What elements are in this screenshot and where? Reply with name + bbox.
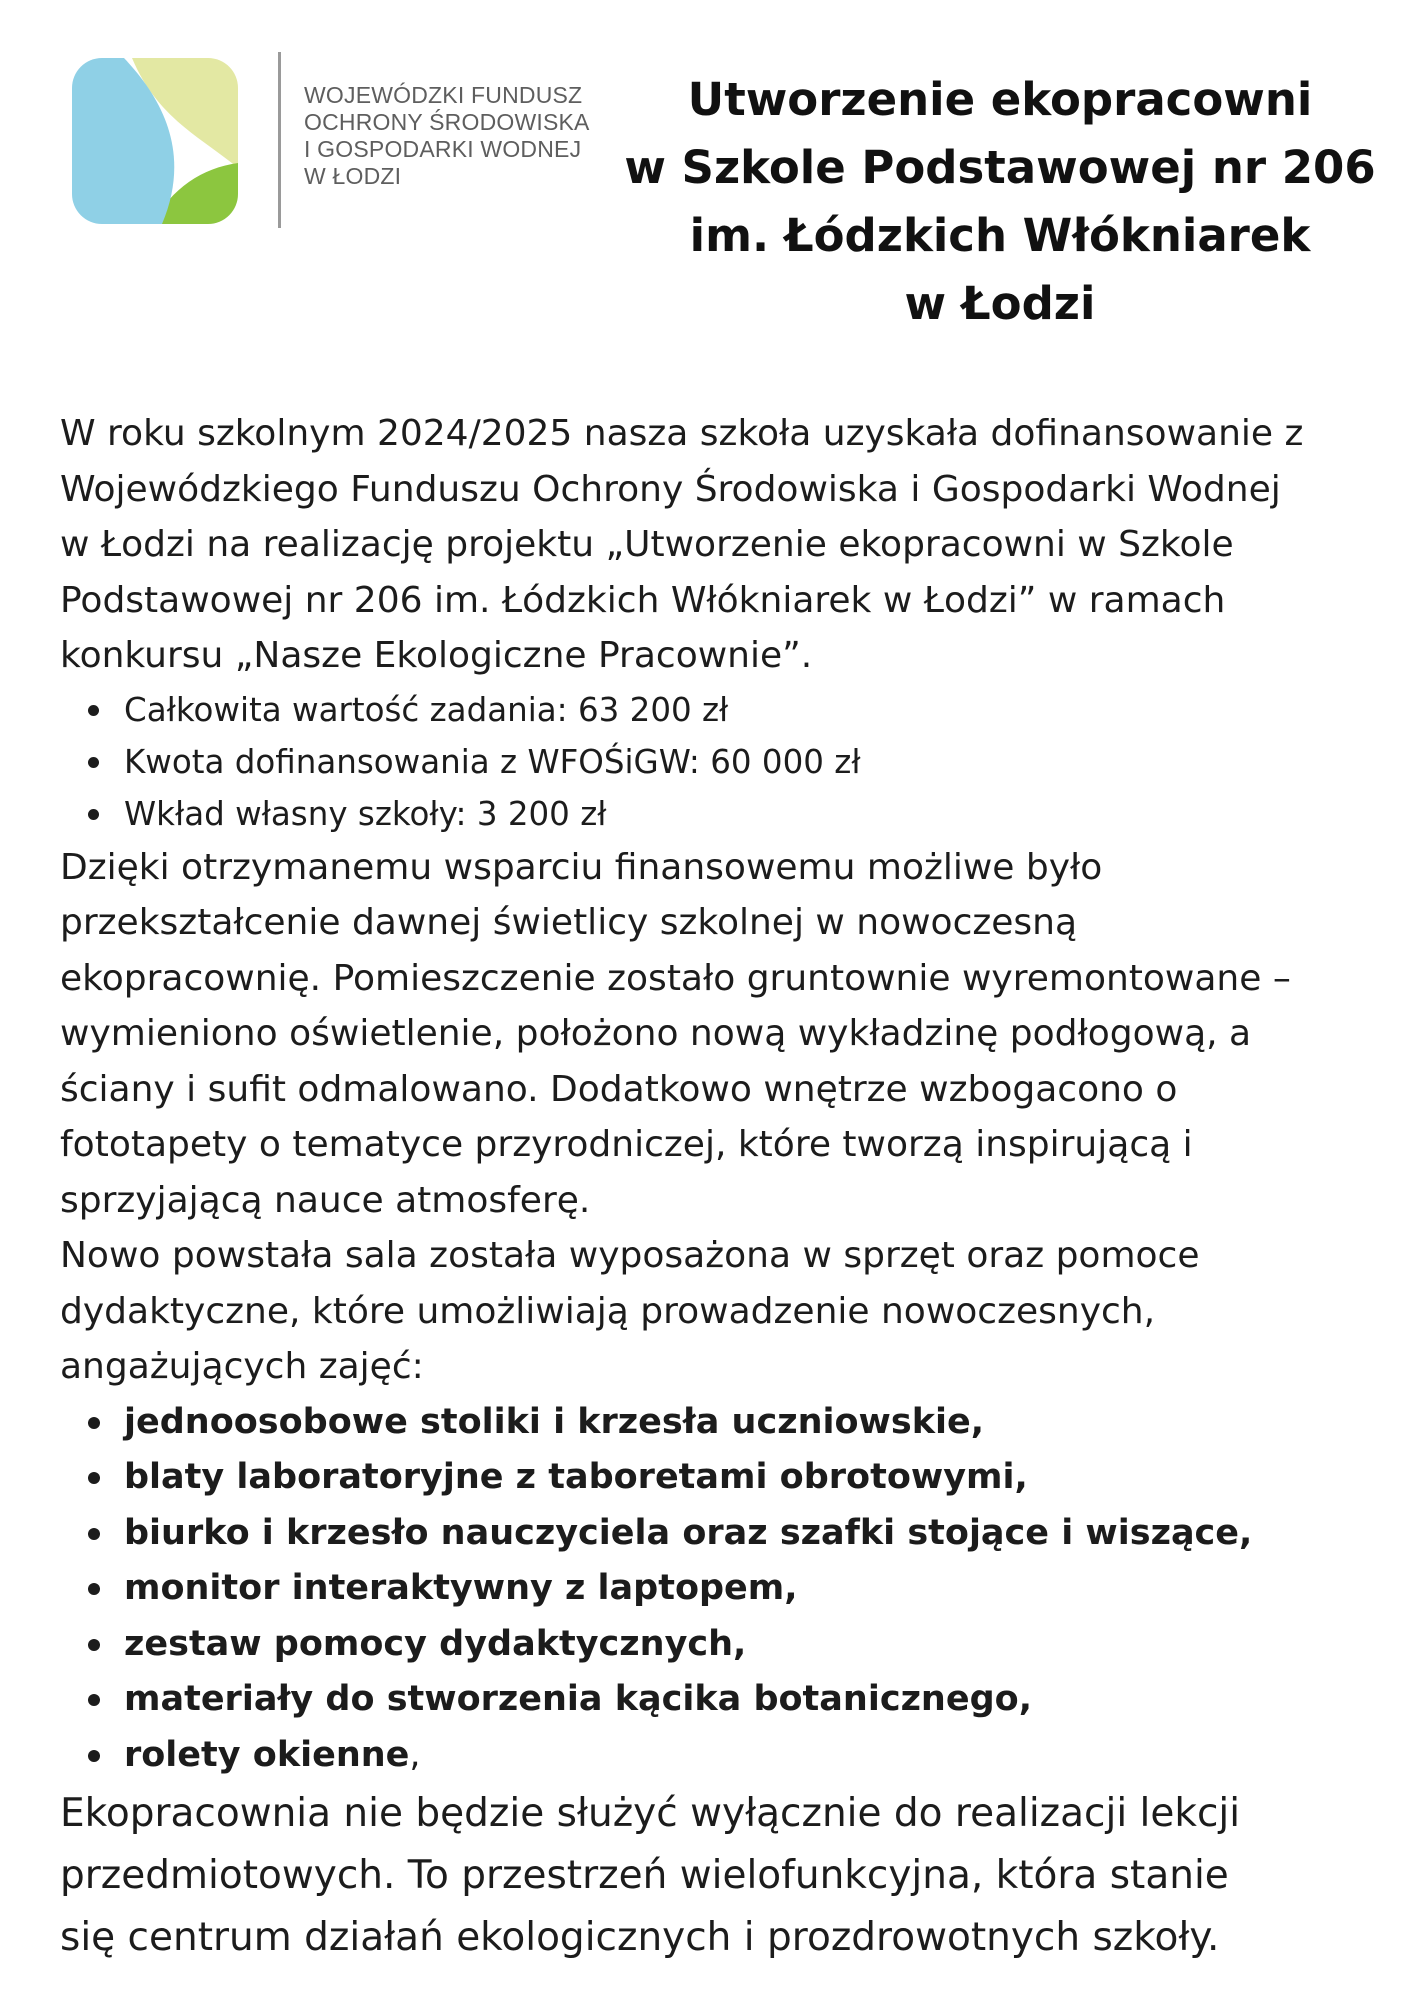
text-line: Podstawowej nr 206 im. Łódzkich Włókniarek w Łodzi” w ramach — [60, 579, 1226, 621]
logo-text-line: WOJEWÓDZKI FUNDUSZ — [304, 82, 583, 108]
logo-text-line: W ŁODZI — [304, 163, 402, 189]
text-line: przedmiotowych. To przestrzeń wielofunkcyjna, która stanie — [60, 1853, 1229, 1898]
list-item-text: rolety okienne — [124, 1734, 410, 1775]
text-line: dydaktyczne, które umożliwiają prowadzenie nowoczesnych, — [60, 1290, 1156, 1332]
equipment-list — [60, 1395, 1360, 1784]
text-line: angażujących zajęć: — [60, 1346, 424, 1387]
text-line: w Łodzi na realizację projektu „Utworzenie ekopracowni w Szkole — [60, 524, 1234, 565]
text-line: wymieniono oświetlenie, położono nową wykładzinę podłogową, a — [60, 1013, 1252, 1054]
wfosigw-logo — [72, 52, 612, 232]
text-line: Nowo powstała sala została wyposażona w sprzęt oraz pomoce — [60, 1235, 1200, 1276]
list-item: monitor interaktywny z laptopem, — [60, 1561, 1360, 1617]
list-item: materiały do stworzenia kącika botanicznego, — [60, 1672, 1360, 1728]
text-line: W roku szkolnym 2024/2025 nasza szkoła uzyskała dofinansowanie z — [60, 413, 1304, 454]
funding-list — [60, 684, 1360, 840]
equipment-intro-paragraph — [60, 1228, 1360, 1395]
list-item-suffix: , — [409, 1734, 421, 1775]
text-line: Wojewódzkiego Funduszu Ochrony Środowiska i Gospodarki Wodnej — [60, 468, 1281, 510]
logo-text-line: OCHRONY ŚRODOWISKA — [304, 109, 590, 135]
title-line: w Szkole Podstawowej nr 206 — [624, 141, 1376, 194]
text-line: ekopracownię. Pomieszczenie zostało gruntownie wyremontowane – — [60, 957, 1291, 999]
list-item: Wkład własny szkoły: 3 200 zł — [60, 788, 1360, 840]
text-line: przekształcenie dawnej świetlicy szkolnej w nowoczesną — [60, 902, 1078, 943]
intro-paragraph — [60, 406, 1360, 684]
title-line: Utworzenie ekopracowni — [687, 73, 1313, 126]
page-title — [600, 66, 1400, 338]
list-item: Całkowita wartość zadania: 63 200 zł — [60, 684, 1360, 736]
logo-text-line: I GOSPODARKI WODNEJ — [304, 136, 582, 162]
text-line: fototapety o tematyce przyrodniczej, które tworzą inspirującą i — [60, 1124, 1193, 1165]
list-item: zestaw pomocy dydaktycznych, — [60, 1617, 1360, 1673]
list-item: blaty laboratoryjne z taboretami obrotowymi, — [60, 1450, 1360, 1506]
wfosigw-leaf-logo-icon — [72, 58, 238, 224]
description-paragraph — [60, 840, 1360, 1229]
article-body — [60, 406, 1360, 1969]
text-line: ściany i sufit odmalowano. Dodatkowo wnętrze wzbogacono o — [60, 1068, 1178, 1110]
closing-paragraph — [60, 1783, 1360, 1969]
text-line: konkursu „Nasze Ekologiczne Pracownie”. — [60, 635, 813, 676]
list-item: biurko i krzesło nauczyciela oraz szafki stojące i wiszące, — [60, 1506, 1360, 1562]
title-line: im. Łódzkich Włókniarek — [689, 209, 1311, 262]
text-line: Dzięki otrzymanemu wsparciu finansowemu możliwe było — [60, 846, 1103, 888]
list-item — [60, 1728, 1360, 1784]
title-line: w Łodzi — [904, 277, 1096, 330]
list-item: jednoosobowe stoliki i krzesła uczniowskie, — [60, 1395, 1360, 1451]
list-item: Kwota dofinansowania z WFOŚiGW: 60 000 zł — [60, 736, 1360, 788]
logo-text — [304, 82, 590, 190]
text-line: Ekopracownia nie będzie służyć wyłącznie do realizacji lekcji — [60, 1791, 1241, 1836]
logo-divider — [278, 52, 281, 228]
text-line: sprzyjającą nauce atmosferę. — [60, 1179, 591, 1221]
text-line: się centrum działań ekologicznych i prozdrowotnych szkoły. — [60, 1915, 1220, 1960]
